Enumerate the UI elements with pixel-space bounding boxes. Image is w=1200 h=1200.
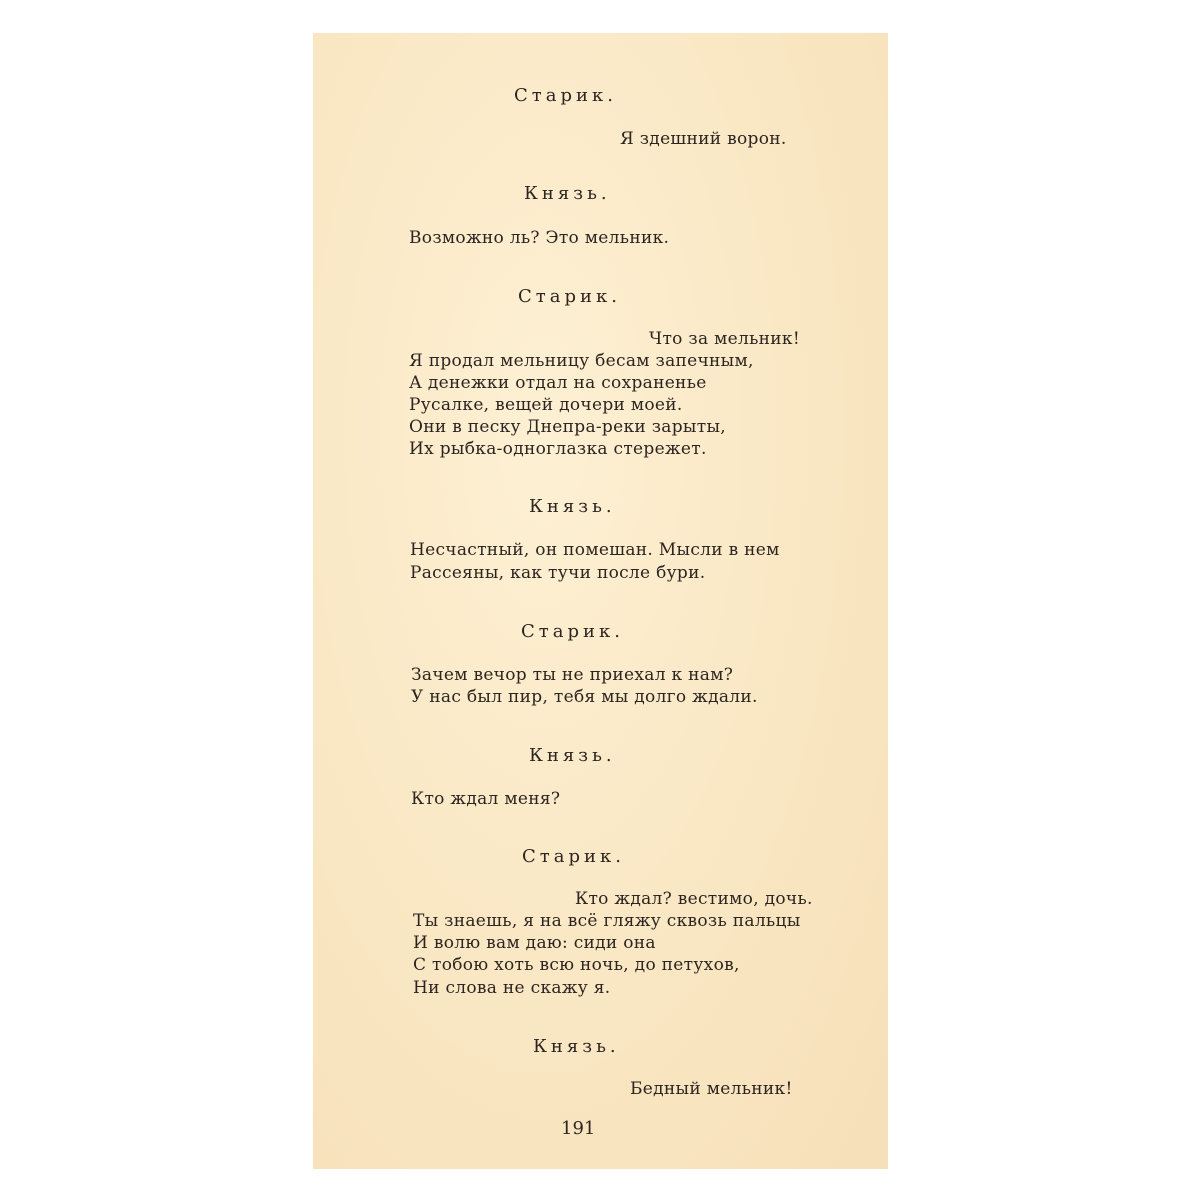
speaker-heading: Князь. — [529, 745, 616, 766]
speaker-heading: Старик. — [518, 286, 621, 307]
verse-line: Ты знаешь, я на всё гляжу сквозь пальцы — [413, 911, 801, 931]
verse-line: Кто ждал меня? — [411, 789, 561, 809]
verse-line: Их рыбка-одноглазка стережет. — [409, 439, 707, 459]
verse-line: Зачем вечор ты не приехал к нам? — [411, 665, 734, 685]
speaker-heading: Князь. — [529, 496, 616, 517]
verse-line: Что за мельник! — [649, 329, 800, 349]
verse-line: А денежки отдал на сохраненье — [409, 373, 707, 393]
speaker-heading: Старик. — [514, 85, 617, 106]
verse-line: И волю вам даю: сиди она — [413, 933, 656, 953]
verse-line: Бедный мельник! — [630, 1079, 793, 1099]
verse-line: Они в песку Днепра-реки зарыты, — [409, 417, 726, 437]
book-page — [313, 33, 888, 1169]
verse-line: Несчастный, он помешан. Мысли в нем — [410, 540, 780, 560]
speaker-heading: Князь. — [524, 183, 611, 204]
speaker-heading: Князь. — [533, 1036, 620, 1057]
verse-line: С тобою хоть всю ночь, до петухов, — [413, 955, 740, 975]
verse-line: У нас был пир, тебя мы долго ждали. — [411, 687, 758, 707]
verse-line: Я продал мельницу бесам запечным, — [409, 351, 754, 371]
page-number: 191 — [561, 1118, 596, 1139]
speaker-heading: Старик. — [522, 846, 625, 867]
verse-line: Рассеяны, как тучи после бури. — [410, 563, 706, 583]
verse-line: Русалке, вещей дочери моей. — [409, 395, 683, 415]
speaker-heading: Старик. — [521, 621, 624, 642]
verse-line: Ни слова не скажу я. — [413, 978, 611, 998]
verse-line: Я здешний ворон. — [620, 129, 787, 149]
verse-line: Возможно ль? Это мельник. — [409, 228, 670, 248]
verse-line: Кто ждал? вестимо, дочь. — [575, 889, 813, 909]
